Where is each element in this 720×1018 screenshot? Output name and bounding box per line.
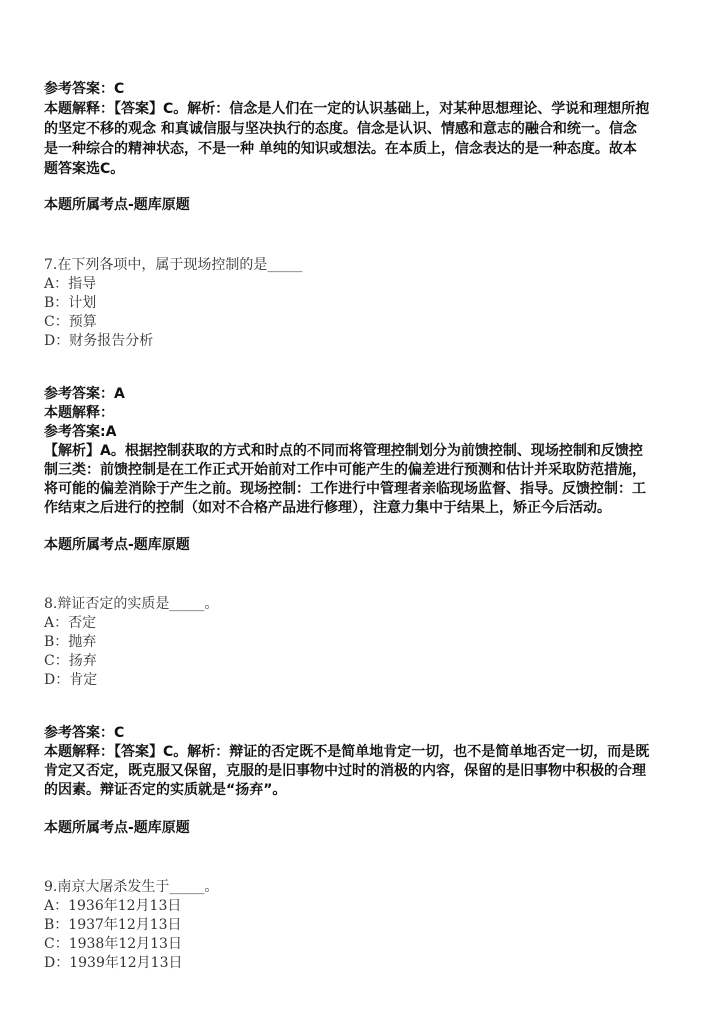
q8-source: 本题所属考点-题库原题: [44, 820, 190, 836]
q6-answer: 参考答案：C: [44, 81, 125, 97]
q9-stem: 9.南京大屠杀发生于_____。: [44, 879, 219, 895]
q8-answer: 参考答案：C: [44, 725, 125, 741]
q8-explanation-line-1: 本题解释：【答案】C。解析：辩证的否定既不是简单地肯定一切，也不是简单地否定一切，而是既: [44, 744, 650, 760]
q9-option-c: C：1938年12月13日: [44, 936, 182, 952]
q7-stem: 7.在下列各项中，属于现场控制的是_____: [44, 257, 303, 273]
q7-option-d: D：财务报告分析: [44, 333, 154, 349]
q8-option-a: A：否定: [44, 615, 97, 631]
q7-answer: 参考答案：A: [44, 386, 125, 402]
q6-explanation-line-3: 是一种综合的精神状态，不是一种 单纯的知识或想法。在本质上，信念表达的是一种态度。故本: [44, 141, 637, 157]
q7-option-c: C：预算: [44, 314, 97, 330]
q8-option-d: D：肯定: [44, 672, 98, 688]
q9-option-a: A：1936年12月13日: [44, 898, 182, 914]
q8-stem: 8.辩证否定的实质是_____。: [44, 596, 219, 612]
q7-answer-repeat: 参考答案:A: [44, 424, 117, 440]
q6-explanation-line-2: 的坚定不移的观念 和真诚信服与坚决执行的态度。信念是认识、情感和意志的融合和统一。信念: [44, 121, 637, 137]
q7-explanation-line-4: 作结束之后进行的控制（如对不合格产品进行修理），注意力集中于结果上，矫正今后活动。: [44, 500, 611, 516]
q8-option-b: B：抛弃: [44, 634, 97, 650]
q7-source: 本题所属考点-题库原题: [44, 537, 190, 553]
q7-option-a: A：指导: [44, 276, 97, 292]
q7-explanation-label: 本题解释：: [44, 405, 114, 421]
q6-source: 本题所属考点-题库原题: [44, 197, 190, 213]
q6-explanation-line-1: 本题解释：【答案】C。解析：信念是人们在一定的认识基础上，对某种思想理论、学说和理想所抱: [44, 101, 650, 117]
q8-explanation-line-3: 的因素。辩证否定的实质就是“扬弃”。: [44, 782, 287, 798]
q7-explanation-line-3: 将可能的偏差消除于产生之前。现场控制：工作进行中管理者亲临现场监督、指导。反馈控制：工: [44, 481, 646, 497]
q7-explanation-line-2: 制三类：前馈控制是在工作正式开始前对工作中可能产生的偏差进行预测和估计并采取防范措施，: [44, 462, 646, 478]
q8-option-c: C：扬弃: [44, 653, 97, 669]
q6-explanation-line-4: 题答案选C。: [44, 161, 125, 177]
q9-option-d: D：1939年12月13日: [44, 955, 183, 971]
q8-explanation-line-2: 肯定又否定，既克服又保留，克服的是旧事物中过时的消极的内容，保留的是旧事物中积极的合理: [44, 763, 646, 779]
q7-option-b: B：计划: [44, 295, 97, 311]
q9-option-b: B：1937年12月13日: [44, 917, 182, 933]
q7-explanation-line-1: 【解析】A。根据控制获取的方式和时点的不同而将管理控制划分为前馈控制、现场控制和反馈控: [44, 443, 643, 459]
